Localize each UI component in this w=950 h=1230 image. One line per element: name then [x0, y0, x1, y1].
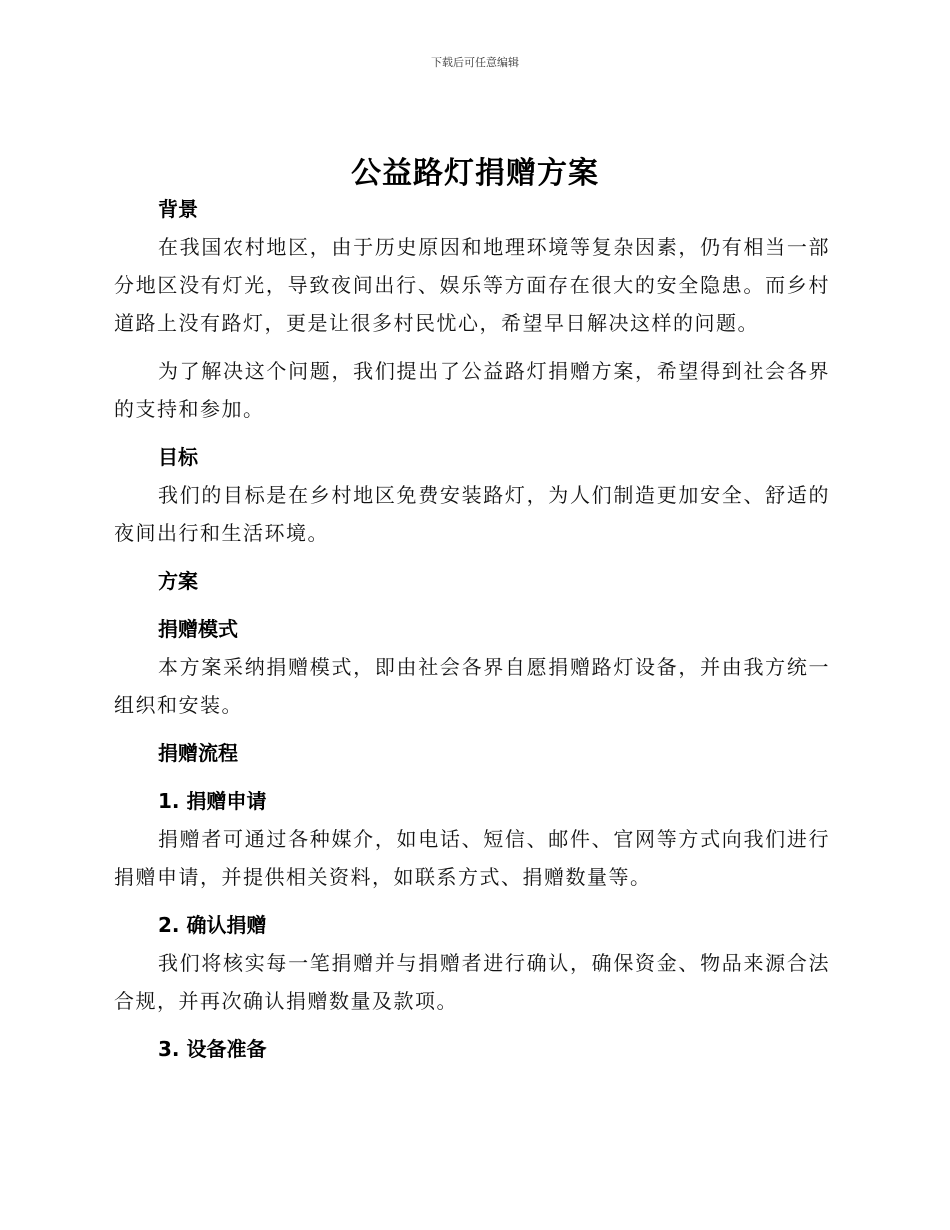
subheading-donation-process: 捐赠流程 [158, 741, 238, 765]
document-title: 公益路灯捐赠方案 [351, 156, 599, 191]
step-text-1: 捐赠者可通过各种媒介，如电话、短信、邮件、官网等方式向我们进行捐赠申请，并提供相关资料，如联系方式、捐赠数量等。 [114, 827, 830, 889]
background-paragraph-2: 为了解决这个问题，我们提出了公益路灯捐赠方案，希望得到社会各界的支持和参加。 [114, 359, 830, 421]
section-heading-background: 背景 [158, 197, 198, 221]
section-heading-plan: 方案 [158, 569, 198, 593]
background-paragraph-1: 在我国农村地区，由于历史原因和地理环境等复杂因素，仍有相当一部分地区没有灯光，导致夜间出行、娱乐等方面存在很大的安全隐患。而乡村道路上没有路灯，更是让很多村民忧心，希望早日解决这样的问题。 [114, 235, 830, 335]
page-header-note: 下载后可任意编辑 [431, 56, 519, 69]
step-title-2: 2. 确认捐赠 [158, 913, 267, 937]
step-title-1: 1. 捐赠申请 [158, 789, 267, 813]
step-title-3: 3. 设备准备 [158, 1037, 267, 1061]
step-text-2: 我们将核实每一笔捐赠并与捐赠者进行确认，确保资金、物品来源合法合规，并再次确认捐赠数量及款项。 [114, 951, 830, 1013]
goal-paragraph: 我们的目标是在乡村地区免费安装路灯，为人们制造更加安全、舒适的夜间出行和生活环境。 [114, 483, 830, 545]
subheading-donation-mode: 捐赠模式 [158, 617, 238, 641]
section-heading-goal: 目标 [158, 445, 198, 469]
donation-mode-paragraph: 本方案采纳捐赠模式，即由社会各界自愿捐赠路灯设备，并由我方统一组织和安装。 [114, 655, 830, 717]
document-body [114, 190, 830, 1068]
